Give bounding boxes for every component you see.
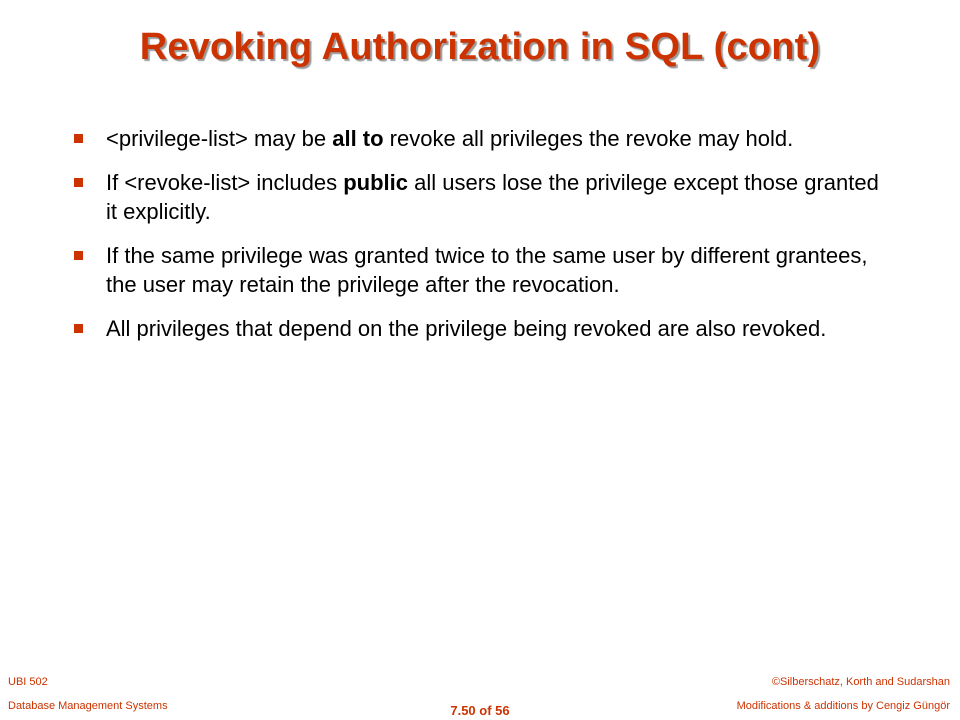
bullet-text: revoke all privileges the revoke may hold. [383, 126, 794, 151]
bullet-list [74, 124, 894, 358]
bullet-text: If the same privilege was granted twice to the same user by different grantees, the user may retain the privilege after the revocation. [106, 243, 868, 297]
square-bullet-icon [74, 134, 83, 143]
bullet-text: all users lose the privilege except those granted it explicitly. [106, 170, 879, 224]
course-code: UBI 502 [8, 676, 48, 688]
bullet-text: <privilege-list> may be [106, 126, 333, 151]
bullet-item [74, 168, 894, 226]
slide-title: Revoking Authorization in SQL (cont) [139, 26, 821, 68]
course-name: Database Management Systems [8, 700, 168, 712]
square-bullet-icon [74, 251, 83, 260]
bullet-text: All privileges that depend on the privilege being revoked are also revoked. [106, 316, 827, 341]
modifications-notice: Modifications & additions by Cengiz Güngör [736, 700, 950, 712]
bullet-item [74, 124, 894, 153]
bullet-item [74, 241, 894, 299]
square-bullet-icon [74, 324, 83, 333]
bullet-keyword: public [343, 170, 409, 195]
page-number: 7.50 of 56 [450, 703, 510, 718]
bullet-item [74, 314, 894, 343]
copyright-notice: ©Silberschatz, Korth and Sudarshan [771, 676, 950, 688]
bullet-text: If <revoke-list> includes [106, 170, 344, 195]
bullet-keyword: all to [332, 126, 384, 151]
square-bullet-icon [74, 178, 83, 187]
